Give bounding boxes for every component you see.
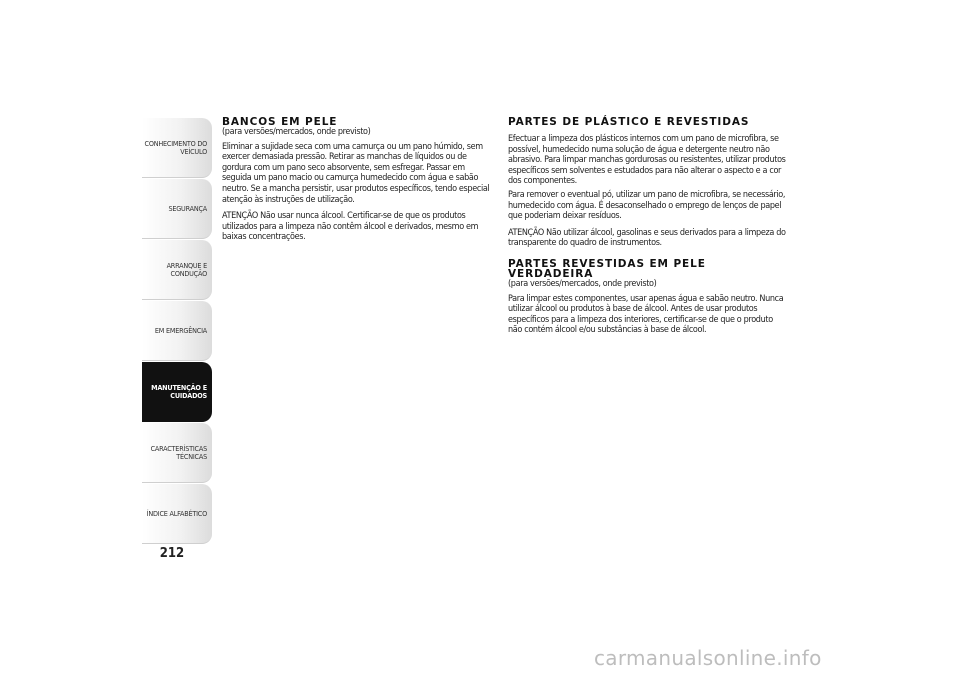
body-paragraph: Para remover o eventual pó, utilizar um pano de microfibra, se necessário, humedecido com água. É desaconselhado o emprego de lenços de papel que poderiam deixar resíduos. — [508, 189, 786, 222]
section-heading-bancos-em-pele: BANCOS EM PELE — [222, 116, 338, 128]
warning-note: ATENÇÃO Não usar nunca álcool. Certificar-se de que os produtos utilizados para a limpeza não contêm álcool e derivados, mesmo em baixas concentrações. — [222, 211, 479, 243]
section-subtitle: (para versões/mercados, onde previsto) — [222, 127, 371, 137]
tab-seguranca[interactable]: SEGURANÇA — [142, 179, 212, 239]
tab-indice-alfabetico[interactable]: ÍNDICE ALFABÉTICO — [142, 484, 212, 544]
page-number: 212 — [159, 546, 185, 561]
tab-conhecimento-do-veiculo[interactable]: CONHECIMENTO DO VEÍCULO — [142, 118, 212, 178]
section-heading-partes-plastico: PARTES DE PLÁSTICO E REVESTIDAS — [508, 116, 750, 128]
warning-note: ATENÇÃO Não utilizar álcool, gasolinas e seus derivados para a limpeza do transparente do quadro de instrumentos. — [508, 227, 786, 249]
watermark-text: carmanualsonline.info — [594, 646, 822, 670]
body-paragraph: Eliminar a sujidade seca com uma camurça ou um pano húmido, sem exercer demasiada pressão. Retirar as manchas de líquidos ou de gordura com um pano seco absorvente, sem esfregar. Passar em seguida um pano macio ou camurça humedecido com água e sabão neutro. Se a mancha persistir, usar produtos específicos, tendo especial atenção às instruções de utilização. — [222, 141, 490, 205]
body-paragraph: Para limpar estes componentes, usar apenas água e sabão neutro. Nunca utilizar álcool ou produtos à base de álcool. Antes de usar produtos específicos para a limpeza dos interiores, certificar-se de que o produto não contém álcool e/ou substâncias à base de álcool. — [508, 293, 784, 336]
left-column — [222, 117, 492, 246]
tab-caracteristicas-tecnicas[interactable]: CARACTERÍSTICAS TÉCNICAS — [142, 423, 212, 483]
section-heading-partes-pele: PARTES REVESTIDAS EM PELE VERDADEIRA — [508, 257, 706, 280]
tab-em-emergencia[interactable]: EM EMERGÊNCIA — [142, 301, 212, 361]
tab-manutencao-e-cuidados[interactable]: MANUTENÇÃO E CUIDADOS — [142, 362, 212, 422]
section-subtitle: (para versões/mercados, onde previsto) — [508, 278, 657, 289]
body-paragraph: Efectuar a limpeza dos plásticos internos com um pano de microfibra, se possível, humedecido numa solução de água e detergente neutro não abrasivo. Para limpar manchas gordurosas ou resistentes, utilizar produtos específicos sem solventes e estudados para não alterar o aspecto e a cor dos componentes. — [508, 134, 786, 187]
right-column — [508, 117, 788, 339]
tab-arranque-e-conducao[interactable]: ARRANQUE E CONDUÇÃO — [142, 240, 212, 300]
